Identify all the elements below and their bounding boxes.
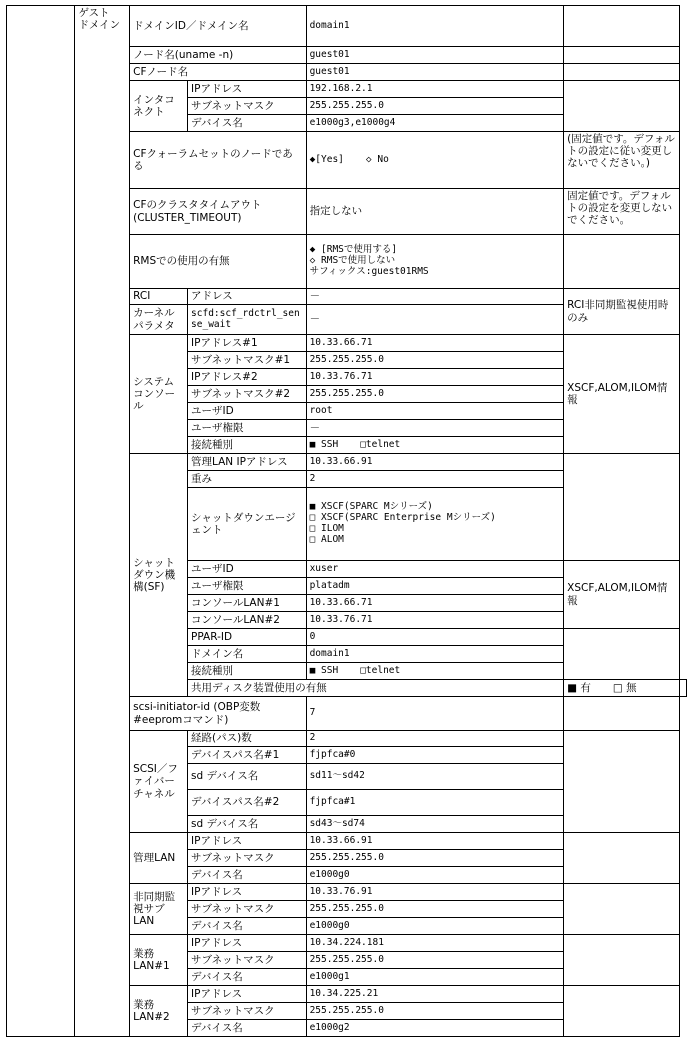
- note-cluster-timeout: 固定値です。デフォルトの設定を変更しないでください。: [564, 189, 680, 235]
- label-biz1-ip: IPアドレス: [188, 935, 307, 952]
- quorum-yes-option: ◆[Yes]: [309, 153, 344, 165]
- value-syscon-ip1: 10.33.66.71: [306, 335, 564, 352]
- value-cluster-timeout: 指定しない: [306, 189, 564, 235]
- note-sf-bottom: [564, 629, 680, 680]
- sf-ssh-option: ■ SSH: [309, 664, 339, 676]
- label-business-lan2: 業務LAN#2: [130, 986, 188, 1037]
- label-async-ip: IPアドレス: [188, 884, 307, 901]
- value-biz2-ip: 10.34.225.21: [306, 986, 564, 1003]
- value-sf-perm: platadm: [306, 578, 564, 595]
- note-shared-disk: [680, 680, 687, 697]
- value-rci-address: －: [306, 289, 564, 305]
- label-cf-node: CFノード名: [130, 64, 306, 81]
- value-sf-ppar: 0: [306, 629, 564, 646]
- quorum-no-option: ◇ No: [365, 153, 389, 165]
- note-business-lan2: [564, 986, 680, 1037]
- label-syscon-mask1: サブネットマスク#1: [188, 352, 307, 369]
- note-rms: [564, 235, 680, 289]
- label-sf-ppar: PPAR-ID: [188, 629, 307, 646]
- label-fc-paths: 経路(パス)数: [188, 731, 307, 747]
- label-mgmt-ip: IPアドレス: [188, 833, 307, 850]
- label-domain: ドメインID／ドメイン名: [130, 6, 306, 47]
- label-scsi-initiator: scsi-initiator-id (OBP変数 #eepromコマンド): [130, 697, 306, 731]
- label-sf-console-lan1: コンソールLAN#1: [188, 595, 307, 612]
- label-biz2-ip: IPアドレス: [188, 986, 307, 1003]
- label-cf-quorum: CFクォーラムセットのノードである: [130, 132, 306, 189]
- value-syscon-mask2: 255.255.255.0: [306, 386, 564, 403]
- label-rci-address: アドレス: [188, 289, 307, 305]
- label-syscon-ip1: IPアドレス#1: [188, 335, 307, 352]
- note-mgmt-lan: [564, 833, 680, 884]
- label-async-mask: サブネットマスク: [188, 901, 307, 918]
- label-async-sub-lan: 非同期監視サブLAN: [130, 884, 188, 935]
- label-biz2-mask: サブネットマスク: [188, 1003, 307, 1020]
- label-interconnect: インタコネクト: [130, 81, 188, 132]
- note-business-lan1: [564, 935, 680, 986]
- label-fc-device-path1: デバイスパス名#1: [188, 747, 307, 764]
- label-interconnect-mask: サブネットマスク: [188, 98, 307, 115]
- value-async-ip: 10.33.76.91: [306, 884, 564, 901]
- note-node-name: [564, 47, 680, 64]
- note-sf: XSCF,ALOM,ILOM情報: [564, 561, 680, 629]
- label-shared-disk: 共用ディスク装置使用の有無: [188, 680, 564, 697]
- rms-suffix: サフィックス:guest01RMS: [309, 265, 429, 277]
- note-domain: [564, 6, 680, 47]
- note-syscon: XSCF,ALOM,ILOM情報: [564, 335, 680, 454]
- value-async-mask: 255.255.255.0: [306, 901, 564, 918]
- value-fc-paths: 2: [306, 731, 564, 747]
- value-kernel-param: －: [306, 305, 564, 335]
- label-rms-usage: RMSでの使用の有無: [130, 235, 306, 289]
- value-cf-quorum: [306, 132, 564, 189]
- label-sf-user: ユーザID: [188, 561, 307, 578]
- label-sf-conn: 接続種別: [188, 663, 307, 680]
- shared-disk-no: □ 無: [612, 681, 637, 694]
- value-syscon-user: root: [306, 403, 564, 420]
- syscon-ssh-option: ■ SSH: [309, 438, 339, 450]
- value-biz1-mask: 255.255.255.0: [306, 952, 564, 969]
- empty-left-column: [7, 6, 75, 1037]
- value-mgmt-device: e1000g0: [306, 867, 564, 884]
- label-syscon-perm: ユーザ権限: [188, 420, 307, 437]
- label-syscon-user: ユーザID: [188, 403, 307, 420]
- value-mgmt-ip: 10.33.66.91: [306, 833, 564, 850]
- label-sf-perm: ユーザ権限: [188, 578, 307, 595]
- label-mgmt-device: デバイス名: [188, 867, 307, 884]
- value-sf-conn: [306, 663, 564, 680]
- value-sf-user: xuser: [306, 561, 564, 578]
- label-cluster-timeout: CFのクラスタタイムアウト(CLUSTER_TIMEOUT): [130, 189, 306, 235]
- shared-disk-yes: ■ 有: [567, 681, 591, 694]
- value-node-name: guest01: [306, 47, 564, 64]
- value-shared-disk: [564, 680, 680, 697]
- label-mgmt-lan: 管理LAN: [130, 833, 188, 884]
- sf-telnet-option: □telnet: [360, 664, 401, 676]
- sf-agent-xscf-m: ■ XSCF(SPARC Mシリーズ): [309, 501, 433, 513]
- value-biz1-ip: 10.34.224.181: [306, 935, 564, 952]
- label-sf-agent: シャットダウンエージェント: [188, 488, 307, 561]
- value-biz2-device: e1000g2: [306, 1020, 564, 1037]
- value-sf-console-lan1: 10.33.66.71: [306, 595, 564, 612]
- value-syscon-conn: [306, 437, 564, 454]
- note-scsi-initiator: [564, 697, 680, 731]
- label-kernel-param: カーネルパラメタ: [130, 305, 188, 335]
- rms-use-option: ◆ [RMSで使用する]: [309, 244, 398, 256]
- label-sf-admin-lan: 管理LAN IPアドレス: [188, 454, 307, 471]
- value-rms-usage: [306, 235, 564, 289]
- value-syscon-mask1: 255.255.255.0: [306, 352, 564, 369]
- value-interconnect-device: e1000g3,e1000g4: [306, 115, 564, 132]
- value-biz1-device: e1000g1: [306, 969, 564, 986]
- value-async-device: e1000g0: [306, 918, 564, 935]
- value-domain: domain1: [306, 6, 564, 47]
- rms-not-use-option: ◇ RMSで使用しない: [309, 255, 396, 267]
- value-fc-device-path2: fjpfca#1: [306, 790, 564, 816]
- label-interconnect-ip: IPアドレス: [188, 81, 307, 98]
- label-system-console: システムコンソール: [130, 335, 188, 454]
- note-rci: RCI非同期監視使用時のみ: [564, 289, 680, 335]
- note-async-sub-lan: [564, 884, 680, 935]
- label-sf-domain-name: ドメイン名: [188, 646, 307, 663]
- value-sf-weight: 2: [306, 471, 564, 488]
- label-syscon-conn: 接続種別: [188, 437, 307, 454]
- label-biz1-device: デバイス名: [188, 969, 307, 986]
- note-cf-node: [564, 64, 680, 81]
- label-fc-sd1: sd デバイス名: [188, 764, 307, 790]
- value-interconnect-ip: 192.168.2.1: [306, 81, 564, 98]
- label-syscon-ip2: IPアドレス#2: [188, 369, 307, 386]
- label-interconnect-device: デバイス名: [188, 115, 307, 132]
- note-cf-quorum: (固定値です。デフォルトの設定に従い変更しないでください。): [564, 132, 680, 189]
- section-guest-domain: ゲスト ドメイン: [75, 6, 130, 1037]
- label-sf-weight: 重み: [188, 471, 307, 488]
- value-syscon-ip2: 10.33.76.71: [306, 369, 564, 386]
- label-fc-device-path2: デバイスパス名#2: [188, 790, 307, 816]
- label-async-device: デバイス名: [188, 918, 307, 935]
- sf-agent-alom: □ ALOM: [309, 533, 344, 545]
- value-syscon-perm: －: [306, 420, 564, 437]
- label-biz2-device: デバイス名: [188, 1020, 307, 1037]
- value-fc-device-path1: fjpfca#0: [306, 747, 564, 764]
- value-cf-node: guest01: [306, 64, 564, 81]
- value-sf-agent: [306, 488, 564, 561]
- note-interconnect: [564, 81, 680, 132]
- value-fc-sd2: sd43～sd74: [306, 816, 564, 833]
- syscon-telnet-option: □telnet: [360, 438, 401, 450]
- value-sf-domain-name: domain1: [306, 646, 564, 663]
- sf-agent-xscf-enterprise: □ XSCF(SPARC Enterprise Mシリーズ): [309, 512, 496, 524]
- sf-agent-ilom: □ ILOM: [309, 523, 344, 534]
- label-scf-rdctrl-sense-wait: scfd:scf_rdctrl_sense_wait: [188, 305, 307, 335]
- label-shutdown-facility: シャットダウン機構(SF): [130, 454, 188, 697]
- label-mgmt-mask: サブネットマスク: [188, 850, 307, 867]
- label-rci: RCI: [130, 289, 188, 305]
- value-fc-sd1: sd11～sd42: [306, 764, 564, 790]
- label-syscon-mask2: サブネットマスク#2: [188, 386, 307, 403]
- value-biz2-mask: 255.255.255.0: [306, 1003, 564, 1020]
- note-fc: [564, 731, 680, 833]
- note-sf-top: [564, 454, 680, 561]
- label-fc-sd2: sd デバイス名: [188, 816, 307, 833]
- value-scsi-initiator: 7: [306, 697, 564, 731]
- label-biz1-mask: サブネットマスク: [188, 952, 307, 969]
- value-mgmt-mask: 255.255.255.0: [306, 850, 564, 867]
- value-sf-admin-lan: 10.33.66.91: [306, 454, 564, 471]
- label-node-name: ノード名(uname -n): [130, 47, 306, 64]
- guest-domain-config-table: [6, 5, 687, 1037]
- label-scsi-fibre-channel: SCSI／ファイバーチャネル: [130, 731, 188, 833]
- label-business-lan1: 業務LAN#1: [130, 935, 188, 986]
- label-sf-console-lan2: コンソールLAN#2: [188, 612, 307, 629]
- value-interconnect-mask: 255.255.255.0: [306, 98, 564, 115]
- value-sf-console-lan2: 10.33.76.71: [306, 612, 564, 629]
